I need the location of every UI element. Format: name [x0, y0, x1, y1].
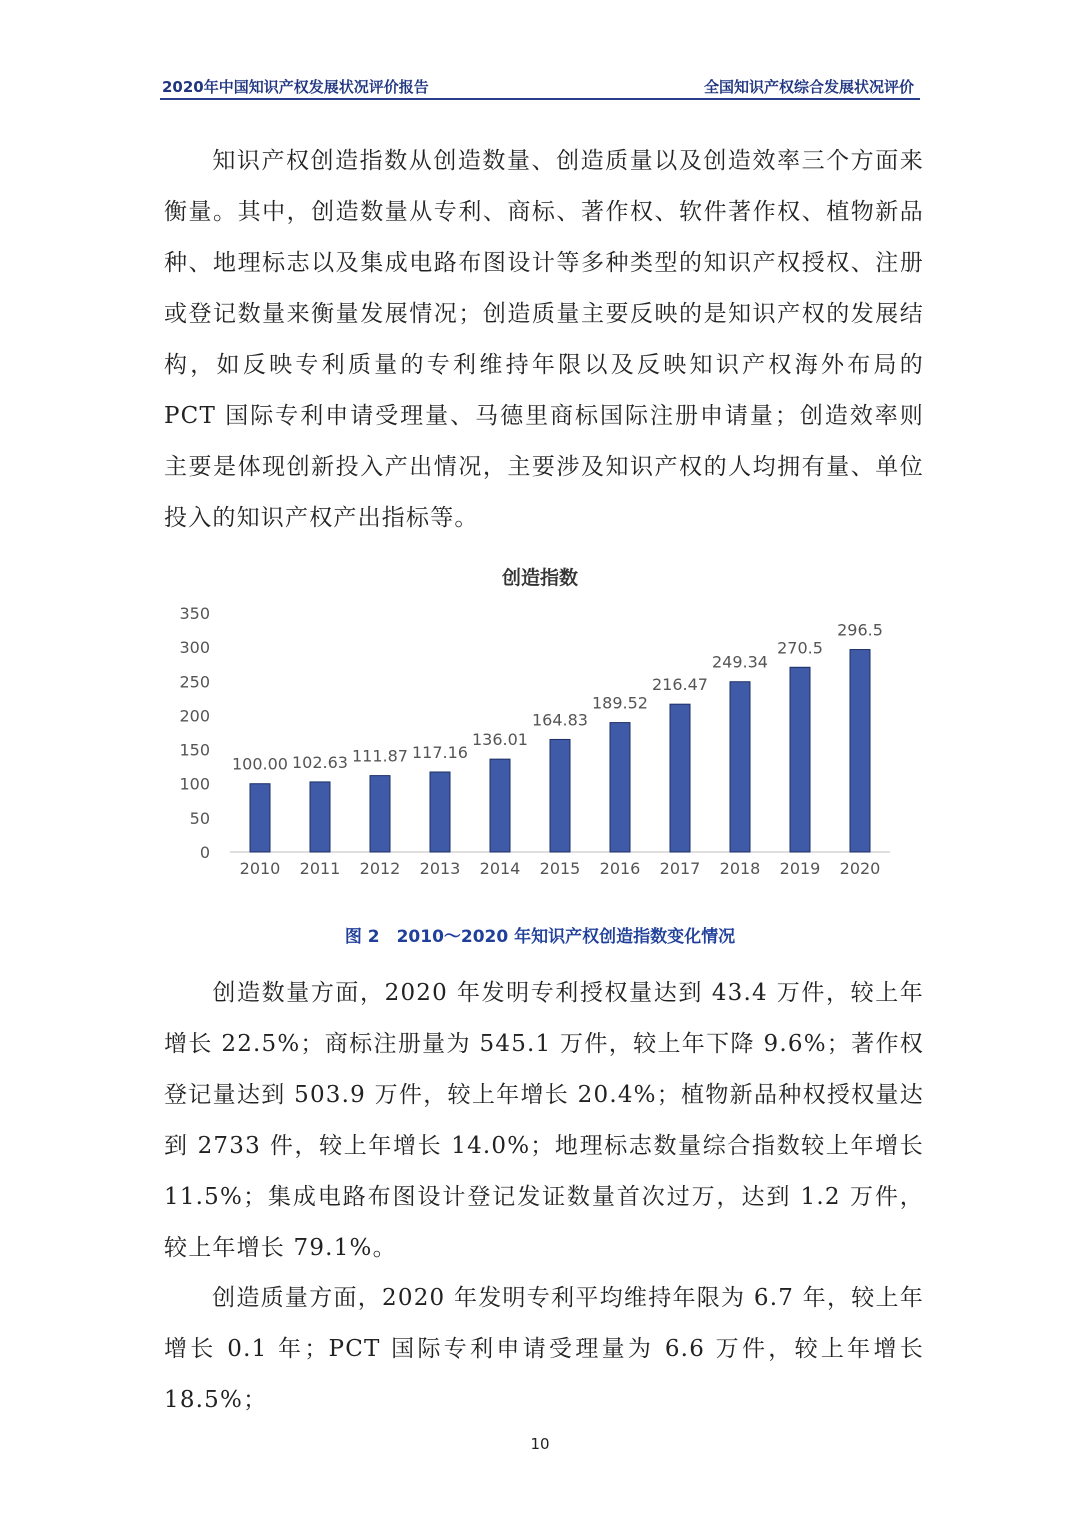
data-label: 270.5 — [777, 638, 823, 658]
chart-svg — [160, 555, 920, 895]
bar-2011 — [310, 782, 330, 852]
header-section-title: 全国知识产权综合发展状况评价 — [703, 78, 914, 96]
bar-2015 — [550, 739, 570, 852]
bar-2016 — [610, 723, 630, 852]
data-label: 136.01 — [472, 730, 528, 750]
x-tick-label: 2018 — [719, 859, 761, 878]
bar-2018 — [730, 682, 750, 852]
data-label: 296.5 — [837, 620, 883, 640]
x-tick-label: 2017 — [659, 859, 701, 878]
bar-2019 — [790, 667, 810, 852]
bar-2013 — [430, 772, 450, 852]
y-tick-label: 150 — [179, 740, 210, 760]
data-label: 100.00 — [232, 754, 288, 774]
x-tick-label: 2012 — [359, 859, 401, 878]
data-label: 111.87 — [352, 746, 408, 766]
bar-2012 — [370, 776, 390, 852]
bar-2020 — [850, 650, 870, 852]
y-tick-label: 250 — [179, 672, 210, 692]
paragraph-creation-index — [164, 136, 924, 544]
x-tick-label: 2011 — [299, 859, 341, 878]
data-label: 216.47 — [652, 675, 708, 695]
x-tick-label: 2019 — [779, 859, 821, 878]
y-tick-label: 300 — [179, 638, 210, 658]
figure-caption: 图 2 2010～2020 年知识产权创造指数变化情况 — [344, 927, 736, 947]
bar-2010 — [250, 784, 270, 852]
data-label: 102.63 — [292, 752, 348, 772]
x-tick-label: 2014 — [479, 859, 521, 878]
paragraph-creation-quality — [164, 1273, 924, 1426]
y-tick-label: 200 — [179, 706, 210, 726]
x-tick-label: 2013 — [419, 859, 461, 878]
y-tick-label: 0 — [199, 843, 210, 862]
chart-title: 创造指数 — [501, 567, 578, 589]
header-report-title: 2020年中国知识产权发展状况评价报告 — [162, 78, 429, 96]
bar-2014 — [490, 759, 510, 852]
data-label: 164.83 — [532, 710, 588, 730]
bar-2017 — [670, 704, 690, 852]
data-label: 249.34 — [712, 652, 768, 672]
data-label: 117.16 — [412, 742, 468, 762]
paragraph-text: 创造数量方面，2020 年发明专利授权量达到 43.4 万件，较上年增长 22.5%；商标注册量为 545.1 万件，较上年下降 9.6%；著作权登记量达到 503.9 万件，较上年增长 20.4%；植物新品种权授权量达到 2733 件，较上年增长 14.0%；地理标志数量综合指数较上年增长 11.5%；集成电路布图设计登记发证数量首次过万，达到 1.2 万件，较上年增长 79.1%。 — [164, 980, 924, 1261]
paragraph-creation-quantity — [164, 968, 924, 1274]
page-header — [160, 76, 920, 100]
paragraph-text: 创造质量方面，2020 年发明专利平均维持年限为 6.7 年，较上年增长 0.1 年；PCT 国际专利申请受理量为 6.6 万件，较上年增长 18.5%； — [164, 1285, 924, 1413]
y-tick-label: 50 — [189, 808, 210, 828]
x-tick-label: 2020 — [839, 859, 881, 878]
y-tick-label: 350 — [179, 604, 210, 623]
page-number: 10 — [530, 1435, 550, 1453]
x-tick-label: 2010 — [239, 859, 281, 878]
x-tick-label: 2016 — [599, 859, 641, 878]
paragraph-text: 知识产权创造指数从创造数量、创造质量以及创造效率三个方面来衡量。其中，创造数量从专利、商标、著作权、软件著作权、植物新品种、地理标志以及集成电路布图设计等多种类型的知识产权授权、注册或登记数量来衡量发展情况；创造质量主要反映的是知识产权的发展结构，如反映专利质量的专利维持年限以及反映知识产权海外布局的 PCT 国际专利申请受理量、马德里商标国际注册申请量；创造效率则主要是体现创新投入产出情况，主要涉及知识产权的人均拥有量、单位投入的知识产权产出指标等。 — [164, 148, 924, 531]
creation-index-chart — [160, 555, 920, 895]
y-tick-label: 100 — [179, 774, 210, 794]
x-tick-label: 2015 — [539, 859, 581, 878]
data-label: 189.52 — [592, 693, 648, 713]
